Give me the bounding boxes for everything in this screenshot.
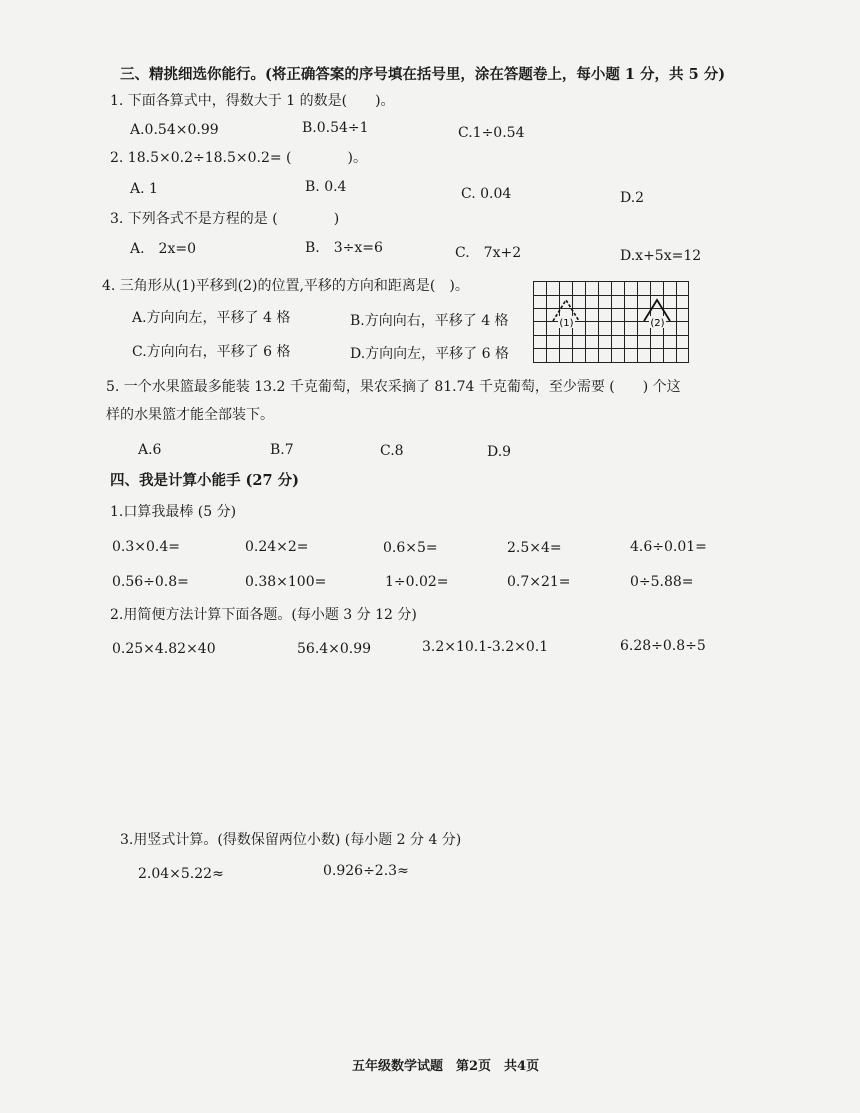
vertical-calc-1: 2.04×5.22≈ (138, 866, 224, 882)
oral-calc-8: 1÷0.02= (385, 574, 449, 590)
q2-option-c: C. 0.04 (461, 186, 512, 202)
q2-option-a: A. 1 (130, 181, 158, 197)
q4-option-d: D.方向向左，平移了 6 格 (350, 346, 509, 362)
section4-title: 四、我是计算小能手 (27 分) (110, 472, 299, 489)
q2-stem: 2. 18.5×0.2÷18.5×0.2= ( )。 (110, 150, 367, 166)
q4-option-b: B.方向向右，平移了 4 格 (350, 313, 509, 329)
oral-calc-4: 2.5×4= (507, 540, 562, 556)
q5-option-d: D.9 (487, 444, 512, 460)
q1-option-c: C.1÷0.54 (458, 125, 525, 141)
q3-stem: 3. 下列各式不是方程的是 ( ) (110, 211, 340, 227)
q5-option-a: A.6 (138, 442, 162, 458)
oral-calc-1: 0.3×0.4= (112, 539, 180, 555)
oral-calc-10: 0÷5.88= (630, 574, 694, 590)
q5-option-b: B.7 (270, 442, 294, 458)
q3-option-b: B. 3÷x=6 (305, 240, 383, 256)
q3-option-c: C. 7x+2 (455, 245, 522, 261)
q4-option-a: A.方向向左，平移了 4 格 (132, 310, 291, 326)
page-footer: 五年级数学试题 第2页 共4页 (352, 1059, 540, 1074)
simplify-3: 3.2×10.1-3.2×0.1 (422, 639, 549, 655)
translation-grid-figure (533, 281, 689, 363)
vertical-calc-2: 0.926÷2.3≈ (323, 863, 409, 879)
q2-option-d: D.2 (620, 190, 645, 206)
oral-calc-9: 0.7×21= (507, 574, 571, 590)
triangle-2-label: (2) (650, 318, 665, 329)
oral-calc-6: 0.56÷0.8= (112, 574, 189, 590)
q4-stem: 4. 三角形从(1)平移到(2)的位置,平移的方向和距离是( )。 (102, 278, 469, 294)
oral-calc-3: 0.6×5= (383, 540, 438, 556)
q3-option-a: A. 2x=0 (130, 241, 197, 257)
q5-option-c: C.8 (380, 443, 404, 459)
q4-option-c: C.方向向右，平移了 6 格 (132, 344, 291, 360)
q5-line2: 样的水果篮才能全部装下。 (106, 407, 274, 423)
q2-option-b: B. 0.4 (305, 179, 347, 195)
q1-option-a: A.0.54×0.99 (130, 122, 219, 138)
simplify-1: 0.25×4.82×40 (112, 641, 216, 657)
simplify-4: 6.28÷0.8÷5 (620, 638, 706, 654)
simplify-2: 56.4×0.99 (297, 641, 372, 657)
oral-calc-2: 0.24×2= (245, 539, 309, 555)
part1-title: 1.口算我最棒 (5 分) (110, 504, 237, 520)
q1-option-b: B.0.54÷1 (302, 120, 369, 136)
grid-svg (533, 281, 689, 363)
q5-line1: 5. 一个水果篮最多能装 13.2 千克葡萄，果农采摘了 81.74 千克葡萄，至少需要 ( ) 个这 (106, 379, 681, 395)
q1-stem: 1. 下面各算式中，得数大于 1 的数是( )。 (110, 93, 395, 109)
oral-calc-7: 0.38×100= (245, 574, 327, 590)
part3-title: 3.用竖式计算。(得数保留两位小数) (每小题 2 分 4 分) (120, 832, 462, 848)
q3-option-d: D.x+5x=12 (620, 248, 702, 264)
section3-title: 三、精挑细选你能行。(将正确答案的序号填在括号里，涂在答题卷上，每小题 1 分，共 5 分) (120, 66, 726, 83)
oral-calc-5: 4.6÷0.01= (630, 539, 707, 555)
triangle-1-label: (1) (559, 318, 574, 329)
part2-title: 2.用简便方法计算下面各题。(每小题 3 分 12 分) (110, 607, 417, 623)
